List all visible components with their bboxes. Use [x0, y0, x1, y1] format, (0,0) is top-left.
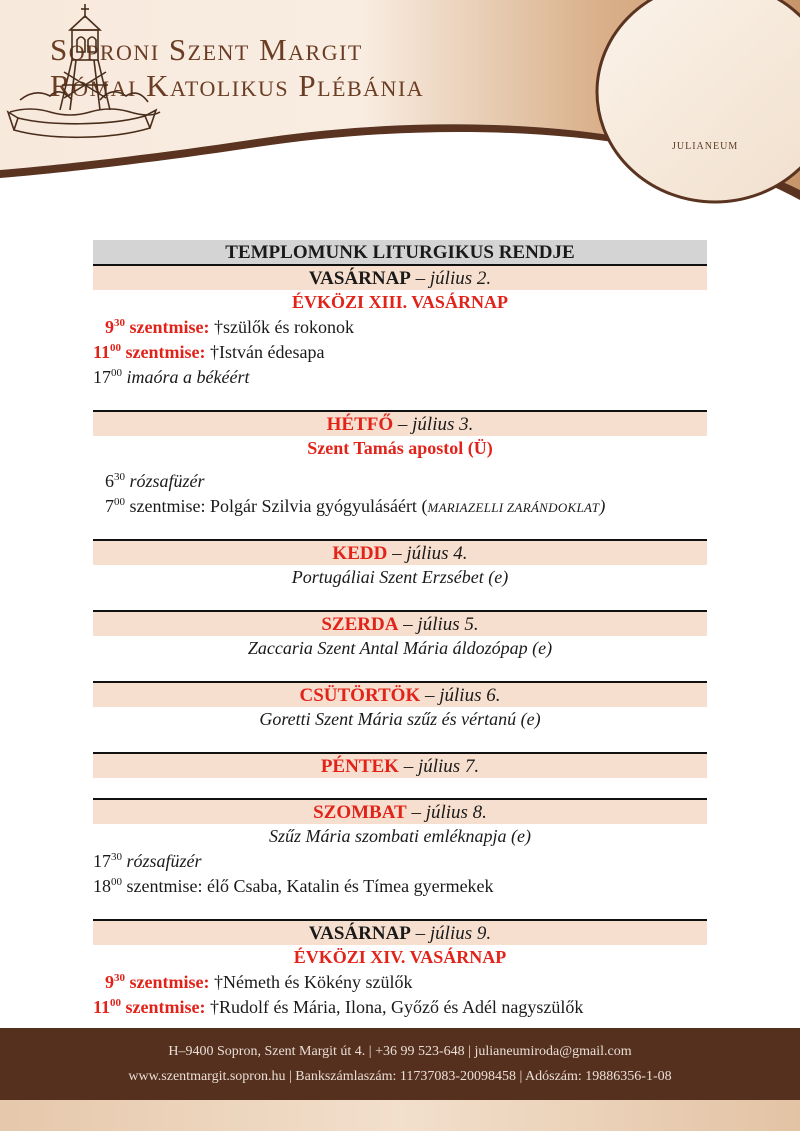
title-line-2: Római Katolikus Plébánia	[50, 68, 425, 103]
day-header-monday	[93, 410, 707, 436]
mass-line	[93, 995, 707, 1020]
feast-close: )	[486, 438, 493, 458]
feast-title: Zaccaria Szent Antal Mária áldozópap (e)	[247, 638, 553, 658]
mass-hour: 11	[93, 997, 111, 1017]
feast-title: Szűz Mária szombati emléknapja (e)	[269, 826, 531, 846]
title-line-1: Soproni Szent Margit	[50, 32, 363, 67]
day-name: HÉTFŐ	[326, 414, 394, 435]
feast-title	[93, 436, 707, 461]
event-text: imaóra a békéért	[122, 367, 250, 387]
footer-contact: H–9400 Sopron, Szent Margit út 4. | +36 99 523-648 | julianeumiroda@gmail.com	[168, 1044, 632, 1059]
day-header-wednesday	[93, 610, 707, 636]
feast-title: Goretti Szent Mária szűz és vértanú (e)	[259, 709, 541, 729]
mass-label: szentmise:	[121, 997, 206, 1017]
day-header-sunday-2	[93, 919, 707, 945]
event-note-close: )	[599, 496, 606, 516]
event-text: rózsafüzér	[125, 471, 205, 491]
feast-rank: Ü	[473, 438, 487, 458]
event-minute: 30	[114, 471, 125, 483]
feast-title: ÉVKÖZI XIV. VASÁRNAP	[293, 947, 507, 967]
event-line	[93, 365, 707, 390]
footer-bank-info: www.szentmargit.sopron.hu | Bankszámlaszám: 11737083-20098458 | Adószám: 19886356-1-08	[128, 1069, 672, 1084]
mass-label: szentmise:	[125, 972, 210, 992]
event-line	[93, 469, 707, 494]
event-note: MARIAZELLI ZARÁNDOKLAT	[427, 500, 600, 515]
event-hour: 7	[105, 496, 114, 516]
mass-intent: †István édesapa	[205, 342, 325, 362]
day-date: – július 5.	[398, 614, 479, 635]
day-name: PÉNTEK	[320, 756, 399, 777]
mass-hour: 11	[93, 342, 111, 362]
mass-minute: 00	[110, 342, 122, 354]
mass-intent: †Rudolf és Mária, Ilona, Győző és Adél nagyszülők	[205, 997, 584, 1017]
event-minute: 00	[111, 367, 122, 379]
event-minute: 00	[111, 876, 122, 888]
mass-intent: †Németh és Kökény szülők	[209, 972, 413, 992]
day-date: – július 7.	[398, 756, 480, 777]
day-name: CSÜTÖRTÖK	[299, 685, 421, 706]
event-line	[93, 874, 707, 899]
event-minute: 00	[114, 496, 125, 508]
mass-minute: 30	[114, 317, 125, 329]
event-hour: 6	[105, 471, 114, 491]
event-text: rózsafüzér	[122, 851, 202, 871]
mass-hour: 9	[105, 317, 114, 337]
mass-minute: 30	[114, 972, 125, 984]
mass-label: szentmise:	[121, 342, 206, 362]
mass-label: szentmise:	[125, 317, 210, 337]
header	[0, 0, 800, 215]
feast-title: ÉVKÖZI XIII. VASÁRNAP	[292, 292, 508, 312]
mass-line	[93, 315, 707, 340]
day-date: – július 3.	[393, 414, 474, 435]
bell-tower-logo-icon	[0, 0, 162, 150]
day-header-thursday	[93, 681, 707, 707]
logo-text: JULIANEUM	[672, 141, 739, 152]
day-name: VASÁRNAP	[308, 923, 411, 944]
mass-hour: 9	[105, 972, 114, 992]
day-header-tuesday	[93, 539, 707, 565]
day-date: – július 4.	[387, 543, 468, 564]
day-date: – július 6.	[420, 685, 501, 706]
event-text: szentmise: élő Csaba, Katalin és Tímea gyermekek	[122, 876, 494, 896]
mass-line	[93, 970, 707, 995]
event-hour: 17	[93, 851, 111, 871]
day-name: VASÁRNAP	[308, 268, 411, 289]
day-name: SZOMBAT	[313, 802, 407, 823]
day-header-sunday-1	[93, 264, 707, 290]
event-line	[93, 494, 707, 519]
feast-name: Szent Tamás apostol (	[307, 438, 474, 458]
day-name: SZERDA	[321, 614, 399, 635]
schedule-title: TEMPLOMUNK LITURGIKUS RENDJE	[93, 240, 707, 264]
event-minute: 30	[111, 851, 122, 863]
bottom-band	[0, 1100, 800, 1131]
event-line	[93, 849, 707, 874]
day-date: – július 9.	[410, 923, 492, 944]
mass-minute: 00	[110, 997, 122, 1009]
day-name: KEDD	[332, 543, 388, 564]
event-hour: 17	[93, 367, 111, 387]
event-hour: 18	[93, 876, 111, 896]
day-date: – július 8.	[406, 802, 487, 823]
day-header-saturday	[93, 798, 707, 824]
event-text: szentmise: Polgár Szilvia gyógyulásáért (	[125, 496, 428, 516]
footer	[0, 1028, 800, 1100]
mass-intent: †szülők és rokonok	[209, 317, 354, 337]
liturgy-schedule	[93, 240, 707, 1020]
mass-line	[93, 340, 707, 365]
day-header-friday	[93, 752, 707, 778]
feast-title: Portugáliai Szent Erzsébet (e)	[291, 567, 509, 587]
day-date: – július 2.	[410, 268, 492, 289]
